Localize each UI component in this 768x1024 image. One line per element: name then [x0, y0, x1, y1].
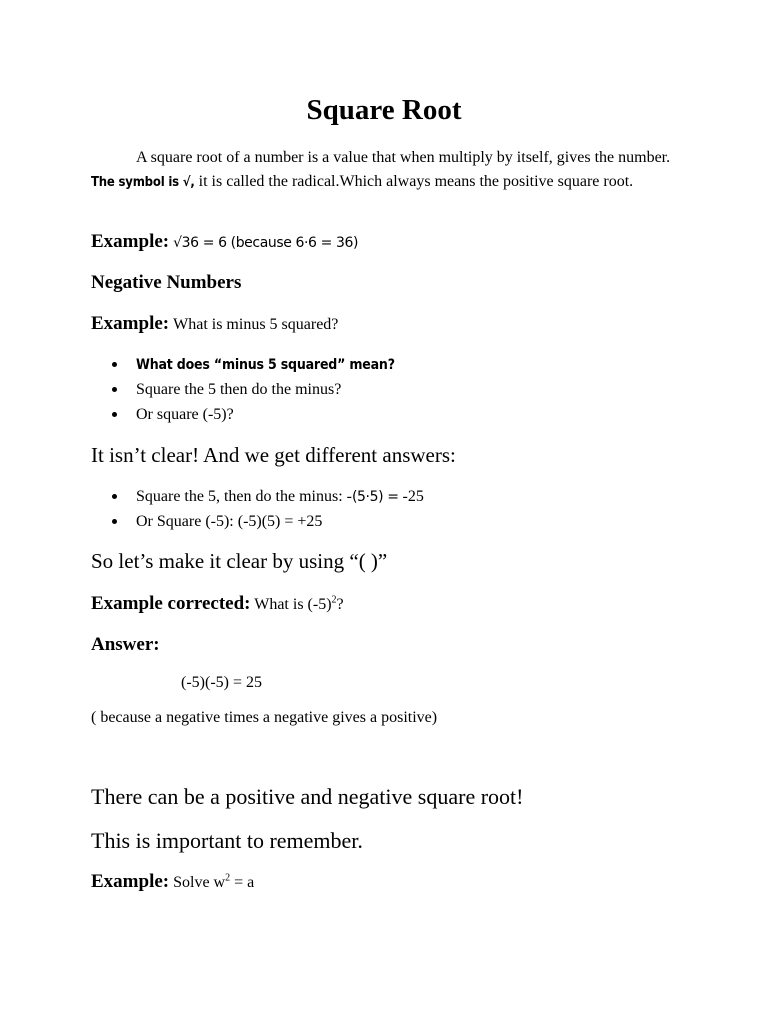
bullet-icon: [112, 412, 117, 417]
example-3-exponent: 2: [225, 872, 231, 884]
intro-text-2: it is called the radical.Which always means the positive square root.: [194, 173, 634, 190]
example-1-label: Example:: [91, 231, 170, 252]
list-item: [91, 509, 424, 534]
list-item-text-mid: (5·5) =: [351, 489, 399, 505]
list-item: [91, 402, 395, 427]
not-clear-statement: It isn’t clear! And we get different answers:: [91, 443, 456, 467]
example-corrected: [91, 593, 344, 615]
list-item-text: Square the 5 then do the minus?: [136, 381, 342, 398]
because-note: ( because a negative times a negative gives a positive): [91, 709, 438, 726]
list-item: [91, 352, 395, 377]
example-corrected-text-end: ?: [336, 596, 344, 613]
example-3: [91, 871, 254, 893]
intro-symbol-phrase: The symbol is √,: [91, 175, 195, 190]
bullet-icon: [112, 494, 117, 499]
example-2-text: What is minus 5 squared?: [173, 316, 339, 333]
answer-value: (-5)(-5) = 25: [181, 674, 262, 691]
bullet-list-1: [91, 352, 395, 427]
list-item-text-suffix: -25: [398, 488, 424, 505]
list-item-text: Or square (-5)?: [136, 406, 234, 423]
important-statement: This is important to remember.: [91, 828, 363, 853]
list-item: [91, 484, 424, 509]
positive-negative-statement: There can be a positive and negative square root!: [91, 784, 524, 809]
example-1-text: √36 = 6 (because 6·6 = 36): [173, 235, 359, 251]
negative-numbers-heading: Negative Numbers: [91, 272, 242, 293]
example-2-label: Example:: [91, 313, 170, 334]
intro-paragraph: [91, 146, 671, 195]
example-3-text-end: = a: [230, 874, 255, 891]
example-1: [91, 231, 358, 253]
bullet-icon: [112, 387, 117, 392]
example-3-label: Example:: [91, 871, 170, 892]
bullet-icon: [112, 362, 117, 367]
answer-label: Answer:: [91, 634, 160, 655]
page-title: Square Root: [306, 94, 462, 126]
list-item-text: What does “minus 5 squared” mean?: [136, 357, 395, 373]
intro-text-1: A square root of a number is a value that when multiply by itself, gives the number.: [136, 149, 671, 166]
bullet-list-2: [91, 484, 424, 534]
list-item-text: Or Square (-5): (-5)(5) = +25: [136, 513, 323, 530]
example-2: [91, 313, 338, 335]
list-item-text-prefix: Square the 5, then do the minus: -: [136, 488, 352, 505]
example-corrected-label: Example corrected:: [91, 593, 251, 614]
example-corrected-text: What is (-5): [250, 596, 332, 613]
example-3-text: Solve w: [169, 874, 226, 891]
bullet-icon: [112, 519, 117, 524]
make-clear-statement: So let’s make it clear by using “( )”: [91, 549, 388, 573]
example-corrected-exponent: 2: [331, 594, 337, 606]
list-item: [91, 377, 395, 402]
